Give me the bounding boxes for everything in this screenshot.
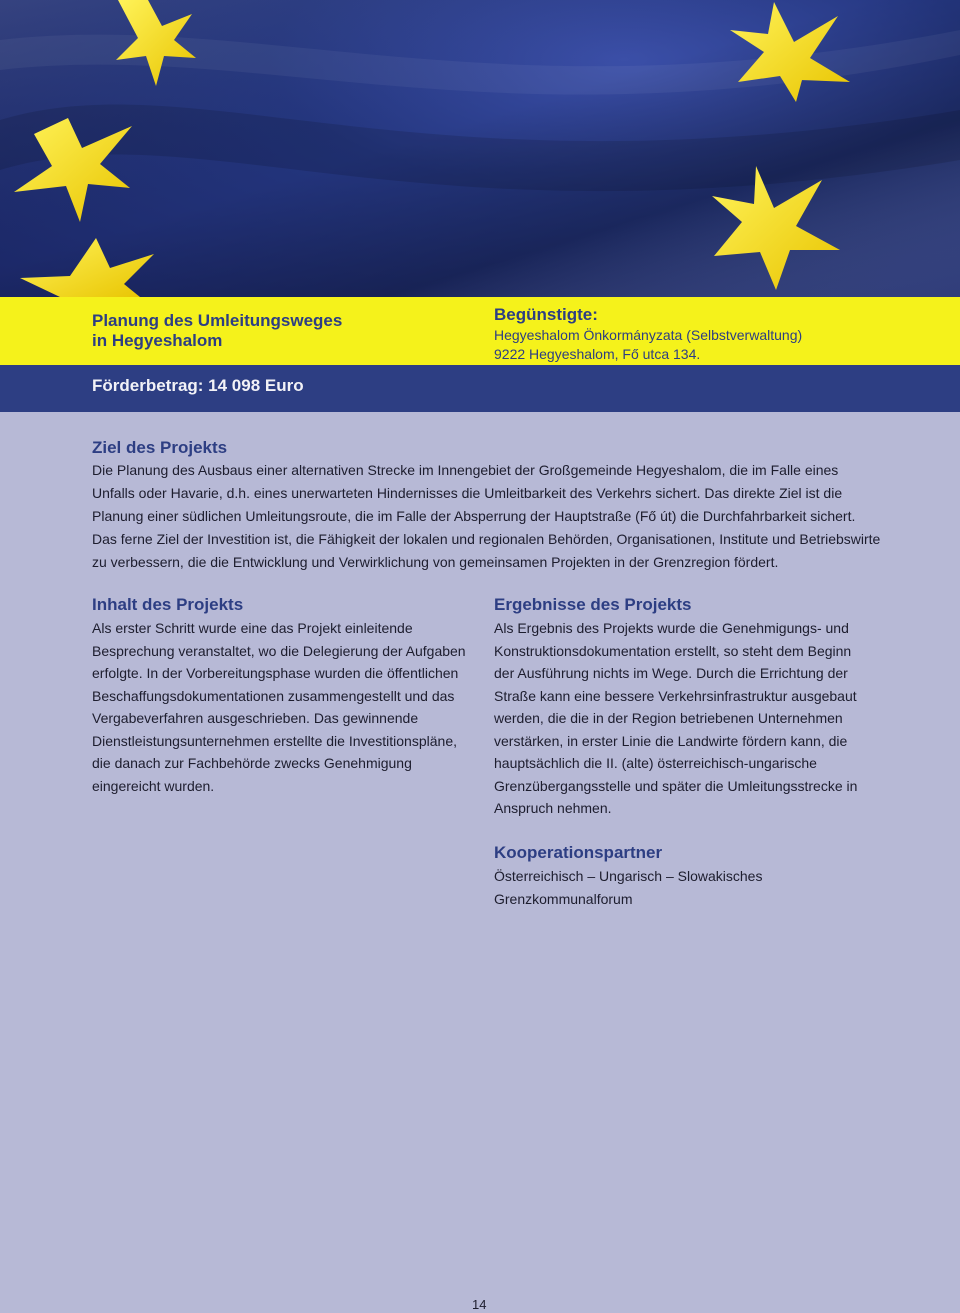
section-inhalt	[92, 594, 472, 797]
section-heading: Ziel des Projekts	[92, 438, 228, 457]
beneficiary-line: Hegyeshalom Önkormányzata (Selbstverwaltung)	[494, 327, 803, 343]
beneficiary-block	[494, 305, 934, 364]
section-heading: Ergebnisse des Projekts	[494, 595, 692, 614]
section-heading: Kooperationspartner	[494, 843, 663, 862]
section-text: Als erster Schritt wurde eine das Projekt einleitende Besprechung veranstaltet, wo die Delegierung der Aufgaben erfolgte. In der Vorbereitungsphase wurden die öffentlichen Beschaffungsdokumentationen zusammengestellt und das Vergabeverfahren ausgeschrieben. Das gewinnende Dienstleistungsunternehmen erstellte die Investitionspläne, die danach zur Fachbehörde zwecks Genehmigung eingereicht wurden.	[92, 620, 466, 794]
funding-amount: Förderbetrag: 14 098 Euro	[92, 376, 304, 395]
partner-line: Grenzkommunalforum	[494, 890, 633, 907]
section-kooperation	[494, 842, 874, 910]
section-ziel	[92, 437, 882, 574]
eu-flag-image	[0, 0, 960, 297]
section-text: Die Planung des Ausbaus einer alternativen Strecke im Innengebiet der Großgemeinde Hegyeshalom, die im Falle eines Unfalls oder Havarie, d.h. eines unerwarteten Hindernisses die Umleitbarkeit des Verkehrs sichert. Das direkte Ziel ist die Planung einer südlichen Umleitungsroute, die im Falle der Absperrung der Hauptstraße (Fő út) die Durchfahrbarkeit sichert. Das ferne Ziel der Investition ist, die Fähigkeit der lokalen und regionalen Behörden, Organisationen, Institute und Betriebswirte zu verbessern, die die Entwicklung und Verwirklichung von gemeinsamen Projekten in der Grenzregion fördert.	[92, 462, 881, 570]
beneficiary-heading: Begünstigte:	[494, 305, 598, 324]
project-title-line: in Hegyeshalom	[92, 331, 223, 350]
section-text: Als Ergebnis des Projekts wurde die Genehmigungs- und Konstruktionsdokumentation erstellt, so steht dem Beginn der Ausführung nichts im Wege. Durch die Errichtung der Straße kann eine bessere Verkehrsinfrastruktur ausgebaut werden, die die in der Region betriebenen Unternehmen verstärken, in erster Linie die Landwirte fördern kann, die hauptsächlich die II. (alte) österreichisch-ungarische Grenzübergangsstelle und später die Umleitungsstrecke in Anspruch nehmen.	[494, 620, 858, 816]
project-title	[92, 311, 412, 351]
section-heading: Inhalt des Projekts	[92, 595, 244, 614]
page-number: 14	[472, 1297, 487, 1312]
eu-flag-banner	[0, 0, 960, 297]
partner-line: Österreichisch – Ungarisch – Slowakisches	[494, 868, 763, 884]
section-ergebnisse	[494, 594, 874, 820]
project-title-line: Planung des Umleitungsweges	[92, 311, 343, 330]
beneficiary-line: 9222 Hegyeshalom, Fő utca 134.	[494, 346, 701, 362]
